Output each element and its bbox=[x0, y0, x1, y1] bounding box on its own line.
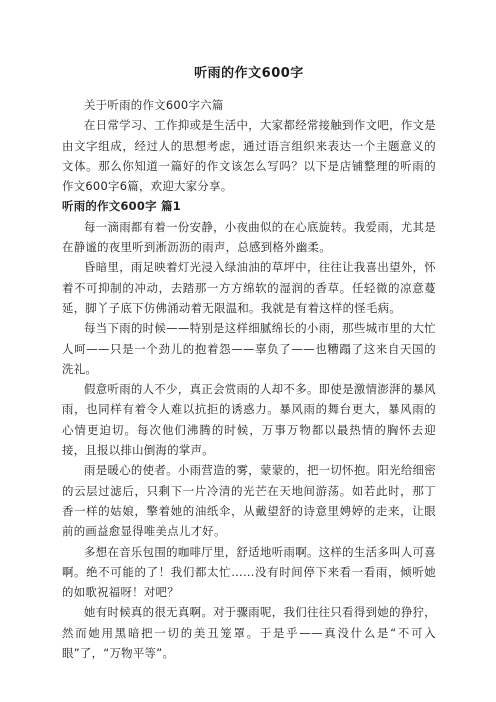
document-page bbox=[62, 62, 436, 663]
body-paragraph: 昏暗里，雨足映着灯光浸入绿油油的草坪中，往往让我喜出望外，怀着不可抑制的冲动，去踏那一方方绵软的湿润的香草。任轻微的凉意蔓延，脚丫子底下仿佛涌动着无限温和。我就是有着这样的怪毛病。 bbox=[62, 260, 436, 315]
section-heading: 听雨的作文600字 篇1 bbox=[62, 199, 182, 214]
body-paragraph: 假意听雨的人不少，真正会赏雨的人却不多。即使是激情澎湃的暴风雨，也同样有着令人难以抗拒的诱惑力。暴风雨的舞台更大，暴风雨的心情更迫切。每次他们沸腾的时候，万事万物都以最热情的胸怀去迎接，且报以排山倒海的掌声。 bbox=[62, 382, 436, 458]
body-paragraph: 多想在音乐包围的咖啡厅里，舒适地听雨啊。这样的生活多叫人可喜啊。绝不可能的了！我们都太忙……没有时间停下来看一看雨，倾听她的如歌祝福呀！对吧？ bbox=[62, 544, 436, 600]
body-paragraph: 每一滴雨都有着一份安静，小夜曲似的在心底旋转。我爱雨，尤其是在静谧的夜里听到淅沥沥的雨声，总感到格外幽柔。 bbox=[62, 219, 436, 255]
intro-paragraph: 在日常学习、工作抑或是生活中，大家都经常接触到作文吧，作文是由文字组成，经过人的思想考虑，通过语言组织来表达一个主题意义的文体。那么你知道一篇好的作文该怎么写吗？以下是店铺整理的听雨的作文600字6篇，欢迎大家分享。 bbox=[62, 118, 436, 194]
document-subtitle: 关于听雨的作文600字六篇 bbox=[84, 98, 224, 112]
document-title: 听雨的作文600字 bbox=[194, 66, 304, 81]
body-paragraph: 雨是暖心的使者。小雨营造的雾，蒙蒙的，把一切怀抱。阳光给细密的云层过滤后，只剩下一片冷清的光芒在天地间游荡。如若此时，那丁香一样的姑娘，擎着她的油纸伞，从戴望舒的诗意里娉婷的走来，让眼前的画益愈显得唯美点儿才好。 bbox=[62, 463, 436, 539]
body-paragraph: 她有时候真的很无真啊。对于骤雨呢，我们往往只看得到她的狰狞，然而她用黑暗把一切的美丑笼罩。于是乎——真没什么是“不可入眼”了，“万物平等”。 bbox=[62, 605, 436, 661]
body-paragraph: 每当下雨的时候——特别是这样细腻绵长的小雨，那些城市里的大忙人呵——只是一个劲儿的抱着怨——辜负了——也糟蹋了这来自天国的洗礼。 bbox=[62, 321, 436, 376]
